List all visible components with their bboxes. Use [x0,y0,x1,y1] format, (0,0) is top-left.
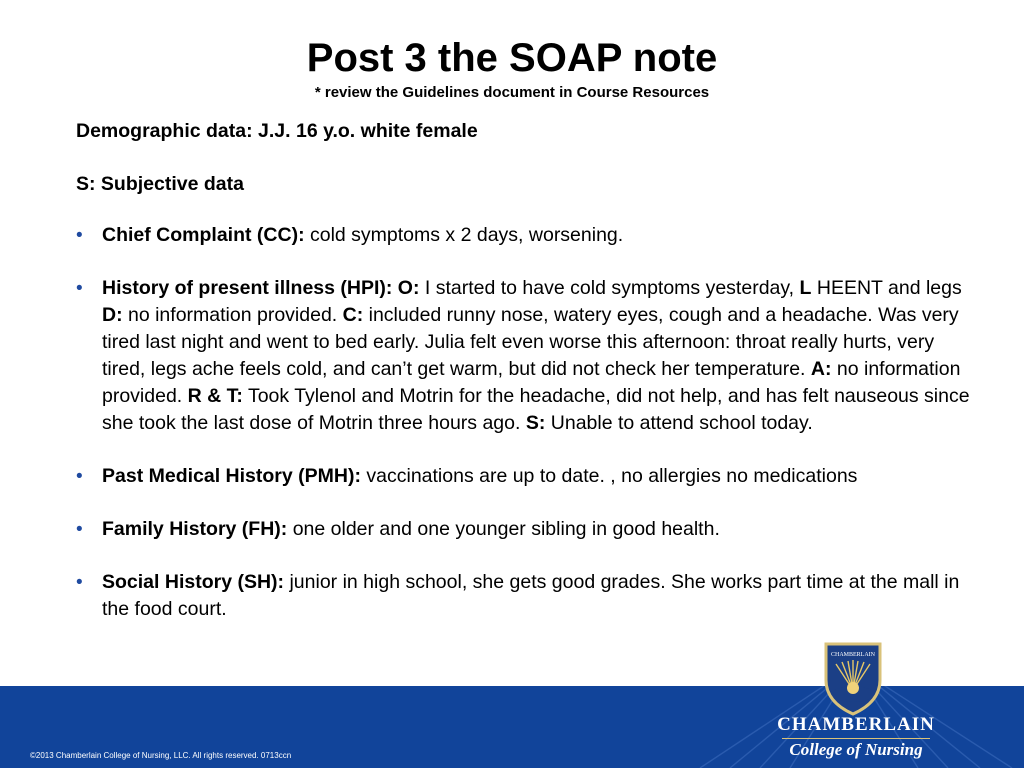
hpi-text: no information provided. [122,304,343,326]
bullet-icon: • [76,278,83,299]
hpi-aggravating-label: A: [810,358,832,380]
hpi-text: no information provided. [102,358,961,407]
hpi-relieving-label: R & T: [187,385,243,407]
bullet-list [76,222,976,623]
subjective-heading: S: Subjective data [76,173,244,195]
bullet-icon: • [76,225,83,246]
hpi-duration-label: D: [102,304,123,326]
brand-subtitle: College of Nursing [789,740,923,759]
fh-text: one older and one younger sibling in good health. [287,518,720,540]
bullet-icon: • [76,466,83,487]
hpi-text: Unable to attend school today. [545,412,813,434]
bullet-chief-complaint [76,222,976,249]
bullet-social-history [76,569,976,623]
sh-label: Social History (SH): [102,571,285,593]
hpi-text: Took Tylenol and Motrin for the headache, did not help, and has felt nauseous since she took the last dose of Motrin three hours ago. [102,385,970,434]
bullet-family-history [76,516,976,543]
bullet-hpi [76,275,976,437]
brand-name: CHAMBERLAIN [777,714,935,735]
hpi-text: included runny nose, watery eyes, cough and a headache. Was very tired last night and went to bed early. Julia felt even worse this afternoon: throat really hurts, very tired, legs ache feels cold, and can’t get warm, but did not check her temperature. [102,304,959,380]
chamberlain-crest-icon [822,640,884,716]
pmh-text: vaccinations are up to date. , no allergies no medications [360,465,858,487]
hpi-text: HEENT and legs [811,277,962,299]
hpi-character-label: C: [342,304,364,326]
slide-subtitle: * review the Guidelines document in Course Resources [314,84,710,101]
bullet-pmh [76,463,976,490]
fh-label: Family History (FH): [102,518,288,540]
slide-title: Post 3 the SOAP note [306,36,718,80]
brand-divider [782,738,930,739]
copyright-notice: ©2013 Chamberlain College of Nursing, LLC. All rights reserved. 0713ccn [30,751,292,760]
hpi-severity-label: S: [525,412,546,434]
bullet-icon: • [76,572,83,593]
pmh-label: Past Medical History (PMH): [102,465,361,487]
cc-text: cold symptoms x 2 days, worsening. [304,224,624,246]
slide-content [76,118,976,623]
crest-label: CHAMBERLAIN [830,652,876,658]
hpi-text: I started to have cold symptoms yesterday, [419,277,800,299]
sh-text: junior in high school, she gets good grades. She works part time at the mall in the food court. [102,571,960,620]
bullet-icon: • [76,519,83,540]
demographic-data: Demographic data: J.J. 16 y.o. white female [76,120,478,142]
hpi-location-label: L [799,277,812,299]
hpi-label: History of present illness (HPI): O: [102,277,420,299]
cc-label: Chief Complaint (CC): [102,224,305,246]
